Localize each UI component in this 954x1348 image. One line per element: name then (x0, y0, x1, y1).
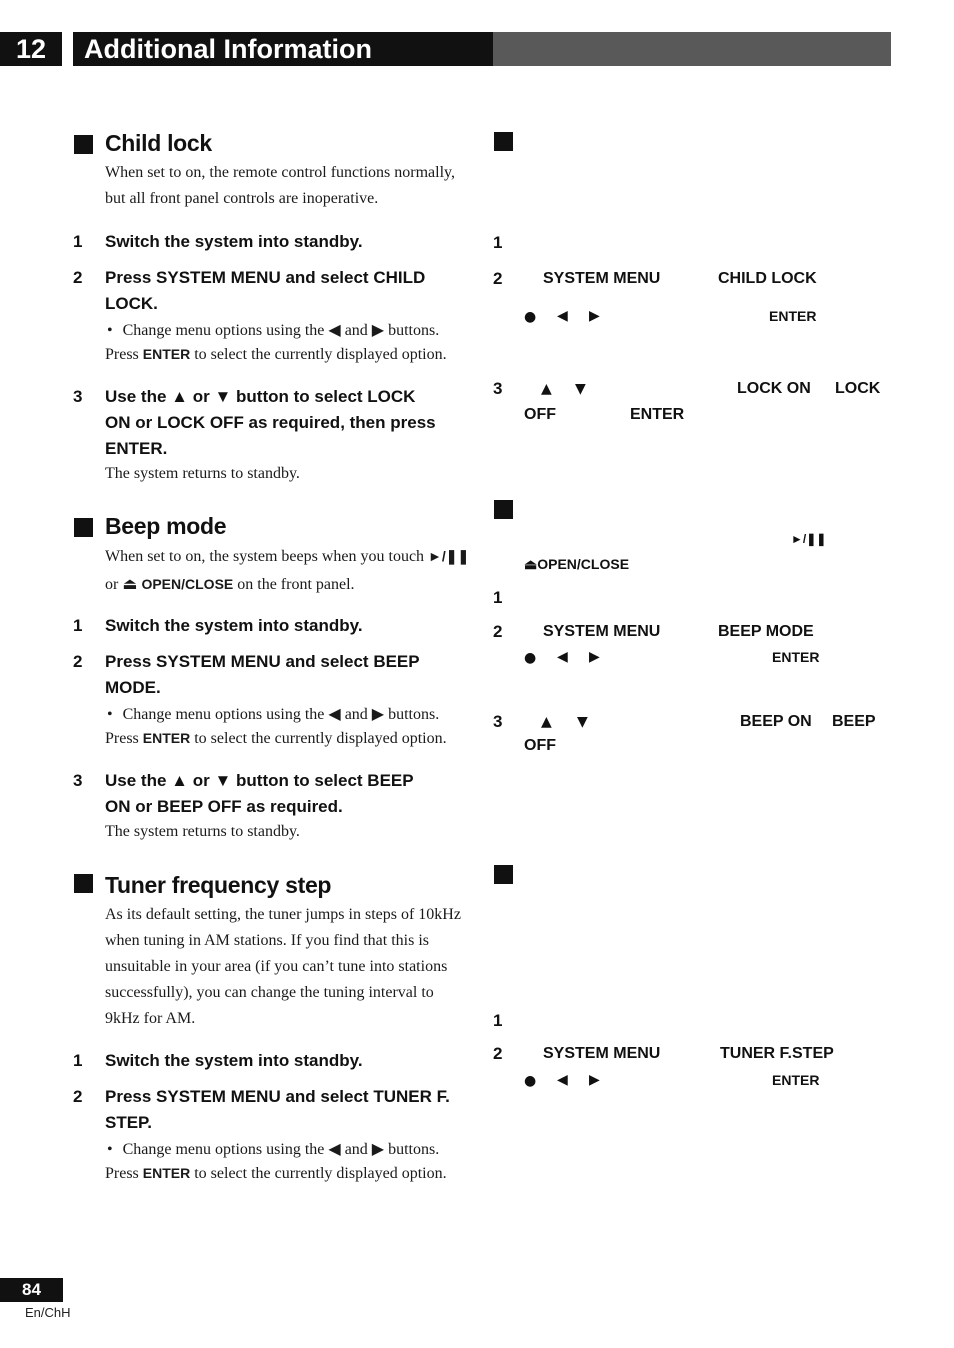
step-number: 2 (73, 652, 83, 671)
enter-key-label: ENTER (772, 1072, 820, 1088)
open-close-label (524, 556, 629, 573)
child-lock-step-3-line-3: ENTER. (105, 439, 168, 458)
bullet: • (107, 322, 113, 339)
enter-key-label: ENTER (142, 730, 191, 746)
section-marker (74, 518, 93, 537)
right-arrow-icon: ▶ (589, 649, 600, 665)
beep-on-label: BEEP ON (740, 713, 812, 730)
left-arrow-icon: ◀ (328, 322, 341, 339)
tuner-step-heading: Tuner frequency step (105, 872, 332, 898)
lock-on-label: LOCK ON (737, 380, 811, 397)
beep-label: BEEP (832, 713, 876, 730)
page-number: 84 (0, 1278, 63, 1302)
system-menu-label: SYSTEM MENU (543, 623, 661, 640)
intro-text: or (105, 576, 119, 593)
step-text: Use the (105, 387, 167, 406)
enter-key-label: ENTER (142, 1165, 191, 1181)
tuner-step-step-2-line-1: Press SYSTEM MENU and select TUNER F. (105, 1087, 450, 1106)
step-text: button to select LOCK (236, 387, 416, 406)
section-marker (494, 500, 513, 519)
step-number: 3 (493, 379, 503, 398)
step-number: 2 (73, 268, 83, 287)
left-arrow-icon: ◀ (328, 706, 341, 723)
step-number: 3 (493, 712, 503, 731)
right-arrow-icon: ▶ (371, 322, 385, 339)
child-lock-result: The system returns to standby. (105, 465, 300, 482)
step-text: Use the (105, 771, 167, 790)
beep-mode-step-1: Switch the system into standby. (105, 616, 363, 635)
tuner-step-para-3: unsuitable in your area (if you can’t tune into stations (105, 958, 448, 975)
beep-mode-step-3-line-1 (105, 771, 414, 791)
tuner-step-step-2-line-2: STEP. (105, 1113, 152, 1132)
beep-mode-step-2-line-1: Press SYSTEM MENU and select BEEP (105, 652, 420, 671)
step-number: 2 (493, 622, 503, 641)
note-text: Change menu options using the (122, 322, 325, 339)
note-text: to select the currently displayed option. (194, 730, 447, 747)
chapter-number: 12 (0, 32, 62, 66)
tuner-step-para-1: As its default setting, the tuner jumps in steps of 10kHz (105, 906, 461, 923)
step-number: 3 (73, 387, 83, 406)
child-lock-intro-1: When set to on, the remote control functions normally, (105, 164, 455, 181)
beep-mode-intro-1 (105, 548, 469, 566)
tuner-step-note-line-1 (107, 1139, 439, 1159)
beep-mode-step-3-line-2: ON or BEEP OFF as required. (105, 797, 343, 816)
note-text: Press (105, 1165, 139, 1182)
step-number: 1 (493, 1011, 503, 1030)
note-text: to select the currently displayed option. (194, 346, 447, 363)
child-lock-step-3-line-1 (105, 387, 415, 407)
enter-key-label: ENTER (142, 346, 191, 362)
intro-text: When set to on, the system beeps when you touch (105, 548, 425, 565)
right-arrow-icon: ▶ (371, 1141, 385, 1158)
right-arrow-icon: ▶ (589, 1072, 600, 1088)
note-text: Change menu options using the (122, 1141, 325, 1158)
bullet: • (107, 706, 113, 723)
step-number: 1 (73, 232, 83, 251)
step-text: or (192, 771, 210, 790)
step-number: 1 (493, 233, 503, 252)
eject-icon: ⏏ (524, 556, 538, 572)
off-label: OFF (524, 406, 556, 423)
step-number: 1 (73, 1051, 83, 1070)
up-arrow-icon: ▲ (171, 387, 188, 406)
beep-mode-note-line-1 (107, 704, 439, 724)
child-lock-step-2-line-1: Press SYSTEM MENU and select CHILD (105, 268, 426, 287)
bullet: ● (524, 650, 537, 666)
note-text: and (344, 322, 368, 339)
down-arrow-icon: ▼ (575, 381, 586, 397)
child-lock-label: CHILD LOCK (718, 270, 817, 287)
down-arrow-icon: ▼ (214, 387, 232, 406)
tuner-step-note-line-2 (105, 1165, 447, 1183)
tuner-f-step-label: TUNER F.STEP (720, 1045, 834, 1062)
step-number: 2 (73, 1087, 83, 1106)
beep-mode-result: The system returns to standby. (105, 823, 300, 840)
chapter-title: Additional Information (73, 32, 493, 66)
step-number: 3 (73, 771, 83, 790)
tuner-step-para-2: when tuning in AM stations. If you find that this is (105, 932, 429, 949)
note-text: buttons. (388, 706, 440, 723)
note-text: Change menu options using the (122, 706, 325, 723)
enter-key-label: ENTER (630, 406, 685, 423)
right-arrow-icon: ▶ (371, 706, 385, 723)
child-lock-step-2-line-2: LOCK. (105, 294, 158, 313)
left-arrow-icon: ◀ (328, 1141, 341, 1158)
note-text: Press (105, 346, 139, 363)
tuner-step-step-1: Switch the system into standby. (105, 1051, 363, 1070)
up-arrow-icon: ▲ (541, 714, 552, 730)
note-text: and (344, 706, 368, 723)
bullet: • (107, 1141, 113, 1158)
child-lock-step-3-line-2: ON or LOCK OFF as required, then press (105, 413, 436, 432)
open-close-label: OPEN/CLOSE (141, 576, 234, 592)
open-close-text: OPEN/CLOSE (537, 556, 630, 572)
step-number: 2 (493, 269, 503, 288)
section-marker (494, 865, 513, 884)
step-number: 1 (493, 588, 503, 607)
tuner-step-para-5: 9kHz for AM. (105, 1010, 196, 1027)
system-menu-label: SYSTEM MENU (543, 270, 661, 287)
child-lock-note-line-2 (105, 346, 447, 364)
beep-mode-intro-2 (105, 574, 355, 594)
child-lock-heading: Child lock (105, 130, 212, 156)
beep-mode-step-2-line-2: MODE. (105, 678, 161, 697)
beep-mode-label: BEEP MODE (718, 623, 814, 640)
up-arrow-icon: ▲ (541, 381, 552, 397)
down-arrow-icon: ▼ (577, 714, 588, 730)
play-pause-icon: ►/❚❚ (791, 532, 827, 546)
header-bar (493, 32, 891, 66)
down-arrow-icon: ▼ (214, 771, 232, 790)
eject-icon: ⏏ (122, 576, 138, 593)
left-arrow-icon: ◀ (557, 649, 568, 665)
up-arrow-icon: ▲ (171, 771, 188, 790)
right-arrow-icon: ▶ (589, 308, 600, 324)
step-text: or (192, 387, 210, 406)
intro-text: on the front panel. (237, 576, 355, 593)
beep-mode-heading: Beep mode (105, 513, 227, 539)
child-lock-intro-2: but all front panel controls are inoperative. (105, 190, 379, 207)
play-pause-icon: ►/❚❚ (428, 548, 470, 564)
note-text: Press (105, 730, 139, 747)
beep-mode-note-line-2 (105, 730, 447, 748)
enter-key-label: ENTER (772, 649, 820, 665)
section-marker (74, 135, 93, 154)
note-text: buttons. (388, 322, 440, 339)
left-arrow-icon: ◀ (557, 1072, 568, 1088)
lock-label: LOCK (835, 380, 881, 397)
step-text: button to select BEEP (236, 771, 414, 790)
section-marker (74, 874, 93, 893)
section-marker (494, 132, 513, 151)
tuner-step-para-4: successfully), you can change the tuning interval to (105, 984, 434, 1001)
bullet: ● (524, 1073, 537, 1089)
bullet: ● (524, 309, 537, 325)
step-number: 1 (73, 616, 83, 635)
system-menu-label: SYSTEM MENU (543, 1045, 661, 1062)
note-text: and (344, 1141, 368, 1158)
enter-key-label: ENTER (769, 308, 817, 324)
note-text: to select the currently displayed option. (194, 1165, 447, 1182)
child-lock-note-line-1 (107, 320, 439, 340)
left-arrow-icon: ◀ (557, 308, 568, 324)
page-code: En/ChH (25, 1305, 71, 1320)
step-number: 2 (493, 1044, 503, 1063)
child-lock-step-1: Switch the system into standby. (105, 232, 363, 251)
off-label: OFF (524, 737, 556, 754)
note-text: buttons. (388, 1141, 440, 1158)
